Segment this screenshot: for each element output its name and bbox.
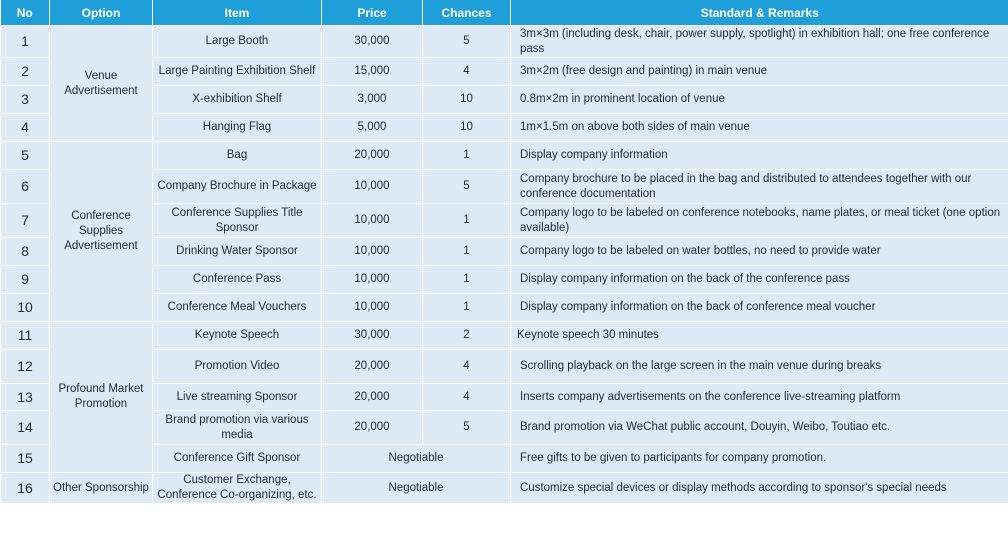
- row-no: 13: [1, 384, 50, 411]
- row-price: 20,000: [322, 142, 423, 170]
- option-other-sponsorship: Other Sponsorship: [50, 473, 153, 504]
- row-price: 10,000: [322, 204, 423, 238]
- row-remarks: Inserts company advertisements on the conference live-streaming platform: [511, 384, 1008, 411]
- row-no: 2: [1, 58, 50, 86]
- row-no: 6: [1, 170, 50, 204]
- row-price: 10,000: [322, 266, 423, 294]
- table-header: [1, 0, 1008, 26]
- header-no: No: [1, 0, 50, 26]
- row-price: 15,000: [322, 58, 423, 86]
- table-row: [1, 170, 1008, 204]
- row-item: Company Brochure in Package: [153, 170, 322, 204]
- row-chances: 5: [423, 26, 511, 58]
- row-chances: 5: [423, 411, 511, 445]
- row-chances: 4: [423, 384, 511, 411]
- table-row: [1, 411, 1008, 445]
- table-row: [1, 26, 1008, 58]
- row-price: 20,000: [322, 384, 423, 411]
- row-remarks: Brand promotion via WeChat public account, Douyin, Weibo, Toutiao etc.: [511, 411, 1008, 445]
- row-item: Live streaming Sponsor: [153, 384, 322, 411]
- header-chances: Chances: [423, 0, 511, 26]
- option-conference-supplies-advertisement: Conference Supplies Advertisement: [50, 142, 153, 322]
- row-remarks: Company logo to be labeled on conference notebooks, name plates, or meal ticket (one option available): [511, 204, 1008, 238]
- row-remarks: 1m×1.5m on above both sides of main venue: [511, 114, 1008, 142]
- row-no: 3: [1, 86, 50, 114]
- table-row: [1, 322, 1008, 350]
- row-no: 9: [1, 266, 50, 294]
- row-item: Conference Pass: [153, 266, 322, 294]
- header-price: Price: [322, 0, 423, 26]
- row-chances: 1: [423, 294, 511, 322]
- row-item: Large Painting Exhibition Shelf: [153, 58, 322, 86]
- row-chances: 4: [423, 58, 511, 86]
- row-chances: 2: [423, 322, 511, 350]
- row-price: 10,000: [322, 238, 423, 266]
- row-price: 20,000: [322, 411, 423, 445]
- header-row: [1, 0, 1008, 26]
- header-option: Option: [50, 0, 153, 26]
- row-chances: 5: [423, 170, 511, 204]
- table-row: [1, 294, 1008, 322]
- row-item: Large Booth: [153, 26, 322, 58]
- row-price: 5,000: [322, 114, 423, 142]
- row-chances: 1: [423, 142, 511, 170]
- row-chances: 1: [423, 204, 511, 238]
- row-remarks: Company brochure to be placed in the bag and distributed to attendees together with our conference documentation: [511, 170, 1008, 204]
- row-no: 12: [1, 350, 50, 384]
- row-price: 30,000: [322, 26, 423, 58]
- row-no: 11: [1, 322, 50, 350]
- table-body: [1, 26, 1008, 504]
- row-remarks: 3m×2m (free design and painting) in main venue: [511, 58, 1008, 86]
- row-item: Promotion Video: [153, 350, 322, 384]
- row-remarks: 0.8m×2m in prominent location of venue: [511, 86, 1008, 114]
- row-price-negotiable: Negotiable: [322, 445, 511, 473]
- row-chances: 1: [423, 266, 511, 294]
- row-remarks: Customize special devices or display methods according to sponsor's special needs: [511, 473, 1008, 504]
- table-row: [1, 86, 1008, 114]
- row-remarks: Display company information: [511, 142, 1008, 170]
- row-remarks: Scrolling playback on the large screen in the main venue during breaks: [511, 350, 1008, 384]
- row-price: 20,000: [322, 350, 423, 384]
- row-no: 15: [1, 445, 50, 473]
- row-chances: 10: [423, 114, 511, 142]
- row-item: X-exhibition Shelf: [153, 86, 322, 114]
- row-no: 1: [1, 26, 50, 58]
- table-row: [1, 114, 1008, 142]
- row-item: Hanging Flag: [153, 114, 322, 142]
- row-remarks: Free gifts to be given to participants for company promotion.: [511, 445, 1008, 473]
- row-price: 10,000: [322, 294, 423, 322]
- row-item: Customer Exchange, Conference Co-organizing, etc.: [153, 473, 322, 504]
- row-price: 10,000: [322, 170, 423, 204]
- row-no: 8: [1, 238, 50, 266]
- row-remarks: Display company information on the back of conference meal voucher: [511, 294, 1008, 322]
- option-profound-market-promotion: Profound Market Promotion: [50, 322, 153, 473]
- table-row: [1, 142, 1008, 170]
- row-chances: 10: [423, 86, 511, 114]
- row-item: Conference Gift Sponsor: [153, 445, 322, 473]
- row-no: 14: [1, 411, 50, 445]
- row-no: 7: [1, 204, 50, 238]
- row-no: 10: [1, 294, 50, 322]
- row-price: 3,000: [322, 86, 423, 114]
- row-item: Keynote Speech: [153, 322, 322, 350]
- row-item: Drinking Water Sponsor: [153, 238, 322, 266]
- row-remarks: Display company information on the back of the conference pass: [511, 266, 1008, 294]
- row-remarks: Company logo to be labeled on water bottles, no need to provide water: [511, 238, 1008, 266]
- row-remarks: 3m×3m (including desk, chair, power supply, spotlight) in exhibition hall; one free conference pass: [511, 26, 1008, 58]
- row-price: 30,000: [322, 322, 423, 350]
- row-chances: 1: [423, 238, 511, 266]
- table-row: [1, 350, 1008, 384]
- row-item: Bag: [153, 142, 322, 170]
- row-item: Conference Meal Vouchers: [153, 294, 322, 322]
- header-item: Item: [153, 0, 322, 26]
- row-no: 4: [1, 114, 50, 142]
- table-row: [1, 238, 1008, 266]
- table-row: [1, 445, 1008, 473]
- row-no: 5: [1, 142, 50, 170]
- row-item: Conference Supplies Title Sponsor: [153, 204, 322, 238]
- row-no: 16: [1, 473, 50, 504]
- table-row: [1, 384, 1008, 411]
- row-chances: 4: [423, 350, 511, 384]
- row-remarks: Keynote speech 30 minutes: [511, 322, 1008, 350]
- table-row: [1, 266, 1008, 294]
- table-row: [1, 473, 1008, 504]
- row-price-negotiable: Negotiable: [322, 473, 511, 504]
- table-row: [1, 204, 1008, 238]
- table-row: [1, 58, 1008, 86]
- option-venue-advertisement: Venue Advertisement: [50, 26, 153, 142]
- row-item: Brand promotion via various media: [153, 411, 322, 445]
- header-remarks: Standard & Remarks: [511, 0, 1008, 26]
